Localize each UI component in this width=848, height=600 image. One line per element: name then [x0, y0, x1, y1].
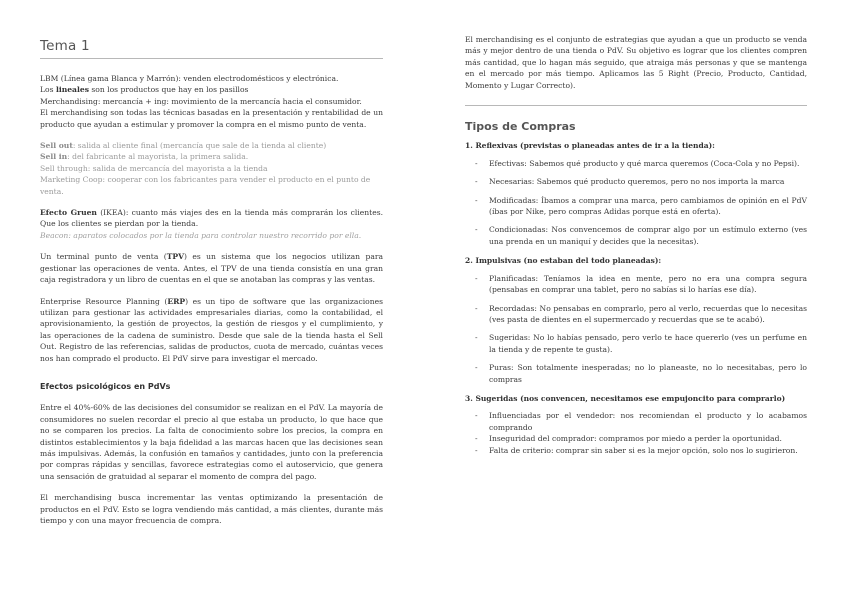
group-impulsivas — [465, 255, 807, 385]
page-title: Tema 1 — [40, 38, 90, 54]
tpv-paragraph: Un terminal punto de venta (TPV) es un sistema que los negocios utilizan para gestionar las operaciones de venta. Antes, el TPV de una tienda consistía en una gran caja registradora y un libro de cuentas en el que se anotaban las compras y las ventas. — [40, 252, 383, 285]
tipos-compras-heading: Tipos de Compras — [465, 120, 576, 134]
intro-block — [40, 73, 383, 130]
merch-definition-paragraph: El merchandising es el conjunto de estrategias que ayudan a que un producto se venda más y mejor dentro de una tienda o PdV. Su objetivo es lograr que los clientes compren más cantidad, que lo hagan más seguido, que atraiga más personas y que se mantenga en el mercado por más tiempo. Aplicamos las 5 Right (Precio, Producto, Cantidad, Momento y Lugar Correcto). — [465, 35, 807, 90]
list-item: - Planificadas: Teníamos la idea en mente, pero no era una compra segura (pensabas en comprar una tablet, pero no sabías si lo harías ese día). — [475, 273, 807, 296]
group-reflexivas — [465, 140, 807, 247]
group-sugeridas — [465, 393, 807, 456]
list-item: - Influenciadas por el vendedor: nos recomiendan el producto y lo acabamos comprando — [475, 410, 807, 433]
group-title: 3. Sugeridas (nos convencen, necesitamos ese empujoncito para comprarlo) — [465, 393, 786, 403]
marketing-coop-line: Marketing Coop: cooperar con los fabricantes para vender el producto en el punto de venta. — [40, 175, 371, 196]
list-item: - Inseguridad del comprador: compramos por miedo a perder la oportunidad. — [475, 433, 807, 444]
group-title: 1. Reflexivas (previstas o planeadas antes de ir a la tienda): — [465, 141, 715, 151]
intro-line-lineales: Los lineales son los productos que hay en los pasillos — [40, 85, 249, 95]
list-item: - Puras: Son totalmente inesperadas; no lo planeaste, no lo necesitabas, pero lo compras — [475, 362, 807, 385]
section-divider — [465, 105, 807, 106]
beacon-note: Beacon: aparatos colocados por la tienda para controlar nuestro recorrido por ella. — [40, 230, 362, 240]
title-divider — [40, 58, 383, 59]
efectos-heading: Efectos psicológicos en PdVs — [40, 381, 171, 391]
list-item: - Efectivas: Sabemos qué producto y qué marca queremos (Coca-Cola y no Pepsi). — [475, 158, 807, 169]
erp-paragraph: Enterprise Resource Planning (ERP) es un tipo de software que las organizaciones utilizan para gestionar las actividades empresariales diarias, como la contabilidad, el aprovisionamiento, la gestión de proyectos, la gestión de riesgos y el cumplimiento, y las operaciones de la cadena de suministro. Desde que sale de la tienda hasta el Sell Out. Registro de las referencias, salidas de productos, cuota de mercado, cuántas veces nos han comprado el producto. El PdV sirve para investigar el mercado. — [40, 296, 383, 363]
group-list — [465, 158, 807, 247]
intro-line-lbm: LBM (Línea gama Blanca y Marrón): venden electrodomésticos y electrónica. — [40, 74, 339, 83]
group-title: 2. Impulsivas (no estaban del todo planeadas): — [465, 256, 662, 266]
intro-line-merch-techniques: El merchandising son todas las técnicas basadas en la presentación y rentabilidad de un producto que ayudan a estimular y promover la compra en el mismo punto de venta. — [40, 108, 383, 129]
list-item: - Condicionadas: Nos convencemos de comprar algo por un estímulo externo (ves una prenda en un maniquí y decides que la necesitas). — [475, 224, 807, 247]
sell-block — [40, 140, 383, 197]
efectos-paragraph-2: El merchandising busca incrementar las ventas optimizando la presentación de productos en el PdV. Esto se logra vendiendo más cantidad, a más clientes, durante más tiempo y con una mayor frecuencia de compra. — [40, 493, 383, 525]
list-item: - Sugeridas: No lo habías pensado, pero verlo te hace quererlo (ves un perfume en la tienda y de repente te gusta). — [475, 332, 807, 355]
right-column — [465, 0, 807, 456]
sell-out-line: Sell out: salida al cliente final (mercancía que sale de la tienda al cliente) — [40, 141, 327, 151]
sell-through-line: Sell through: salida de mercancía del mayorista a la tienda — [40, 163, 268, 173]
gruen-block — [40, 207, 383, 241]
gruen-text: Efecto Gruen (IKEA): cuanto más viajes des en la tienda más comprarán los clientes. Que los clientes se pierdan por la tienda. — [40, 208, 383, 229]
group-list — [465, 410, 807, 456]
efectos-paragraph-1: Entre el 40%-60% de las decisiones del consumidor se realizan en el PdV. La mayoría de consumidores no suelen recordar el precio al que estaba un producto, lo que hace que no se comparen los precios. La falta de conocimiento sobre los precios, la compra en distintos establecimientos y la baja fidelidad a las marcas hacen que las decisiones sean más impulsivas. Además, la confusión en tamaños y cantidades, junto con la preferencia por compras rápidas y sencillas, favorece estrategias como el autoservicio, que genera una sensación de gratuidad al separar el momento de compra del pago. — [40, 403, 383, 481]
list-item: - Necesarias: Sabemos qué producto queremos, pero no nos importa la marca — [475, 176, 807, 187]
list-item: - Recordadas: No pensabas en comprarlo, pero al verlo, recuerdas que lo necesitas (ves pasta de dientes en el supermercado y recuerdas que se te acabó). — [475, 303, 807, 326]
list-item: - Modificadas: Íbamos a comprar una marca, pero cambiamos de opinión en el PdV (íbas por Nike, pero compras Adidas porque está en oferta). — [475, 195, 807, 218]
left-column — [40, 0, 383, 526]
list-item: - Falta de criterio: comprar sin saber si es la mejor opción, solo nos lo sugirieron. — [475, 445, 807, 456]
intro-line-merch-def: Merchandising: mercancía + ing: movimiento de la mercancía hacia el consumidor. — [40, 96, 362, 106]
group-list — [465, 273, 807, 385]
sell-in-line: Sell in: del fabricante al mayorista, la primera salida. — [40, 152, 249, 162]
